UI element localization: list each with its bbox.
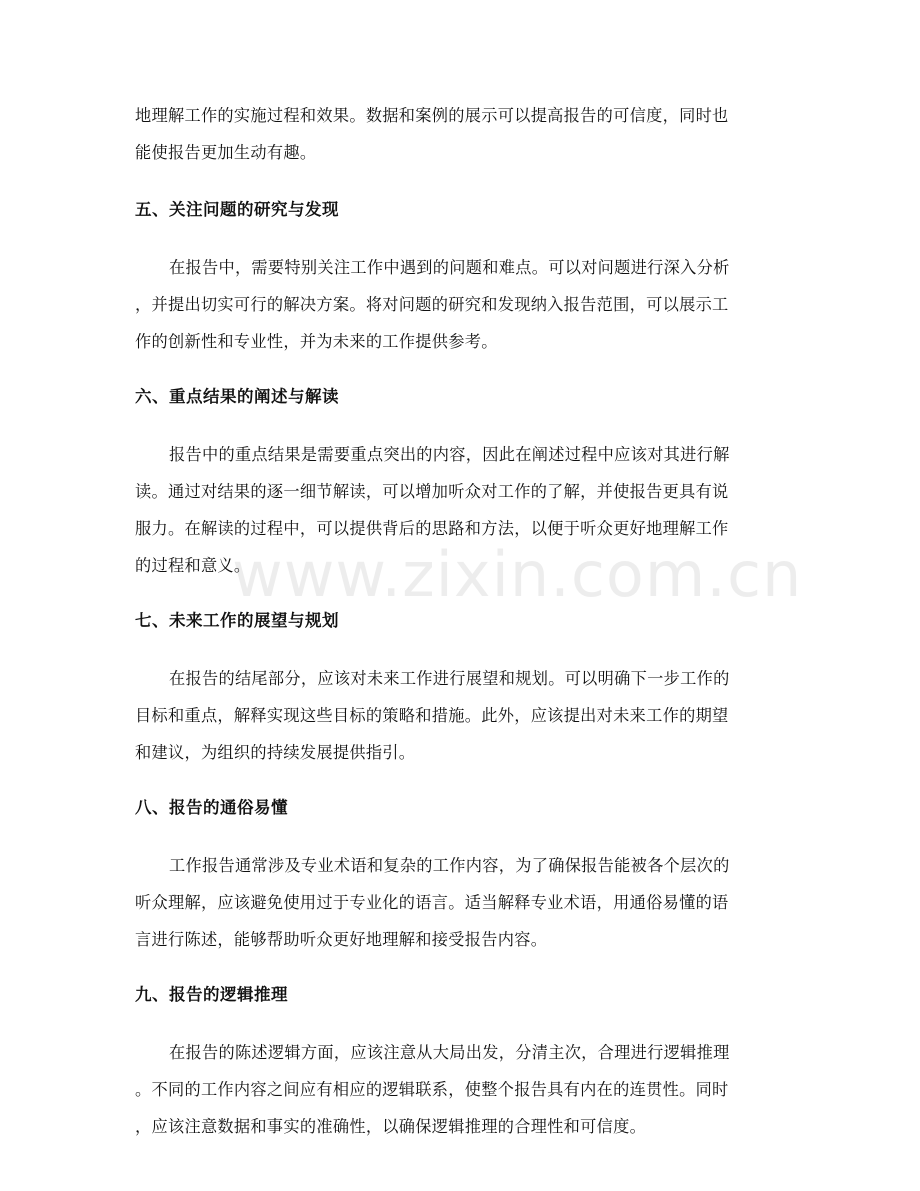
section-9 (135, 983, 795, 1145)
paragraph-line: 。不同的工作内容之间应有相应的逻辑联系，使整个报告具有内在的连贯性。同时 (135, 1080, 729, 1099)
document-body (135, 97, 795, 1145)
paragraph-line: 服力。在解读的过程中，可以提供背后的思路和方法，以便于听众更好地理解工作 (135, 519, 729, 538)
paragraph-line: 听众理解，应该避免使用过于专业化的语言。适当解释专业术语，用通俗易懂的语 (135, 893, 729, 912)
section-7 (135, 609, 795, 771)
section-6 (135, 385, 795, 584)
section-heading: 七、未来工作的展望与规划 (135, 611, 339, 630)
section-paragraph (135, 660, 795, 771)
section-heading: 五、关注问题的研究与发现 (135, 200, 339, 219)
section-paragraph (135, 1034, 795, 1145)
section-paragraph (135, 436, 795, 584)
paragraph-line: 的过程和意义。 (135, 556, 251, 575)
paragraph-line: ，应该注意数据和事实的准确性，以确保逻辑推理的合理性和可信度。 (135, 1117, 647, 1136)
section-heading: 八、报告的通俗易懂 (135, 798, 288, 817)
paragraph-line: 作的创新性和专业性，并为未来的工作提供参考。 (135, 332, 498, 351)
paragraph-line: 在报告的结尾部分，应该对未来工作进行展望和规划。可以明确下一步工作的 (169, 669, 730, 688)
paragraph-line: ，并提出切实可行的解决方案。将对问题的研究和发现纳入报告范围，可以展示工 (135, 295, 729, 314)
intro-paragraph (135, 97, 795, 171)
paragraph-line: 和建议，为组织的持续发展提供指引。 (135, 743, 416, 762)
paragraph-line: 地理解工作的实施过程和效果。数据和案例的展示可以提高报告的可信度，同时也 (135, 106, 729, 125)
paragraph-line: 在报告的陈述逻辑方面，应该注意从大局出发，分清主次，合理进行逻辑推理 (169, 1043, 730, 1062)
paragraph-line: 工作报告通常涉及专业术语和复杂的工作内容，为了确保报告能被各个层次的 (169, 856, 730, 875)
paragraph-line: 目标和重点，解释实现这些目标的策略和措施。此外，应该提出对未来工作的期望 (135, 706, 729, 725)
paragraph-line: 能使报告更加生动有趣。 (135, 143, 317, 162)
paragraph-line: 报告中的重点结果是需要重点突出的内容，因此在阐述过程中应该对其进行解 (169, 445, 730, 464)
section-paragraph (135, 847, 795, 958)
section-paragraph (135, 249, 795, 360)
paragraph-line: 言进行陈述，能够帮助听众更好地理解和接受报告内容。 (135, 930, 548, 949)
section-5 (135, 198, 795, 360)
section-heading: 六、重点结果的阐述与解读 (135, 387, 339, 406)
paragraph-line: 读。通过对结果的逐一细节解读，可以增加听众对工作的了解，并使报告更具有说 (135, 482, 729, 501)
watermark: www.zixin.com.cn (232, 538, 803, 611)
section-8 (135, 796, 795, 958)
section-heading: 九、报告的逻辑推理 (135, 985, 288, 1004)
paragraph-line: 在报告中，需要特别关注工作中遇到的问题和难点。可以对问题进行深入分析 (169, 258, 730, 277)
